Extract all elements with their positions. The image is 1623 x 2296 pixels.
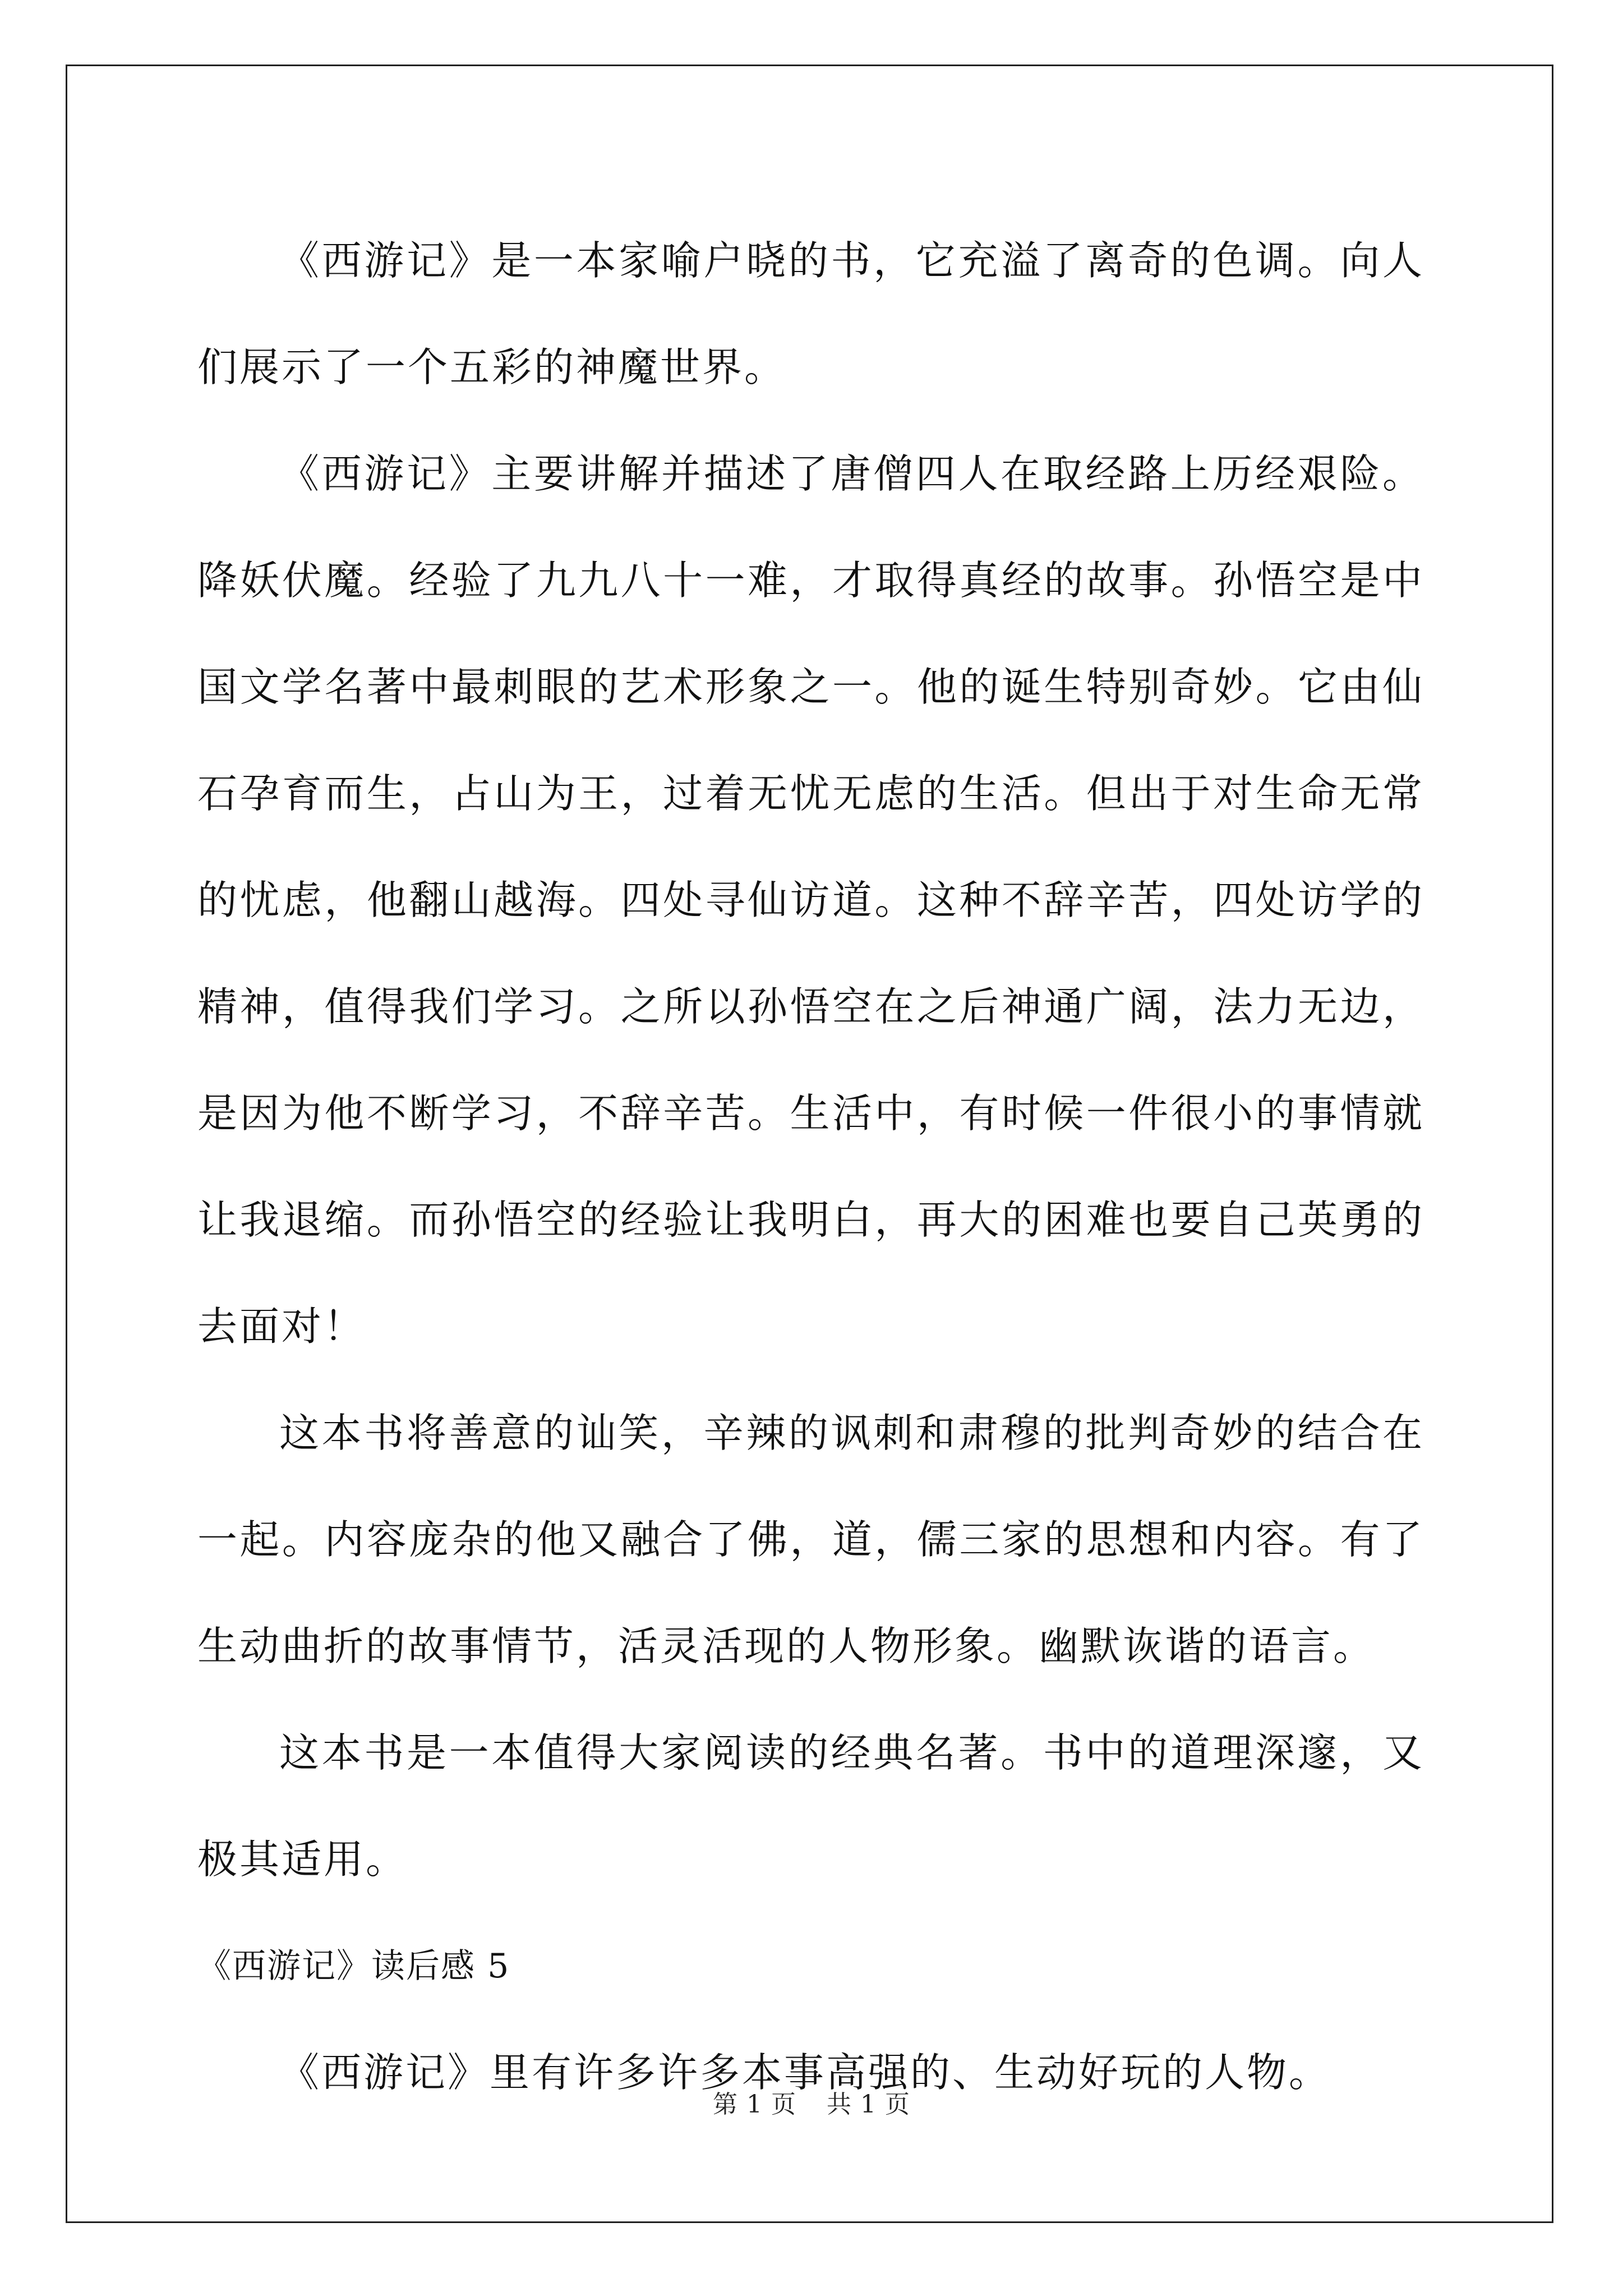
paragraph-3: 这本书将善意的讪笑，辛辣的讽刺和肃穆的批判奇妙的结合在一起。内容庞杂的他又融合了佛，道，儒三家的思想和内容。有了生动曲折的故事情节，活灵活现的人物形象。幽默诙谐的语言。 <box>197 1410 1424 1669</box>
paragraph-4: 这本书是一本值得大家阅读的经典名著。书中的道理深邃，又极其适用。 <box>197 1729 1424 1883</box>
paragraph-1: 《西游记》是一本家喻户晓的书，它充溢了离奇的色调。向人们展示了一个五彩的神魔世界。 <box>197 237 1424 390</box>
section-heading: 《西游记》读后感 5 <box>197 1947 510 1986</box>
paragraph-5: 《西游记》里有许多许多本事高强的、生动好玩的人物。 <box>279 2049 1331 2096</box>
paragraph-2: 《西游记》主要讲解并描述了唐僧四人在取经路上历经艰险。降妖伏魔。经验了九九八十一难，才取得真经的故事。孙悟空是中国文学名著中最刺眼的艺术形象之一。他的诞生特别奇妙。它由仙石孕育而生，占山为王，过着无忧无虑的生活。但出于对生命无常的忧虑，他翻山越海。四处寻仙访道。这种不辞辛苦，四处访学的精神，值得我们学习。之所以孙悟空在之后神通广阔，法力无边，是因为他不断学习，不辞辛苦。生活中，有时候一件很小的事情就让我退缩。而孙悟空的经验让我明白，再大的困难也要自己英勇的去面对！ <box>197 450 1424 1350</box>
document-body <box>197 208 1424 2126</box>
page-footer <box>0 2084 1623 2120</box>
page-number-total: 共 1 页 <box>827 2090 910 2119</box>
page-number-current: 第 1 页 <box>713 2090 796 2119</box>
